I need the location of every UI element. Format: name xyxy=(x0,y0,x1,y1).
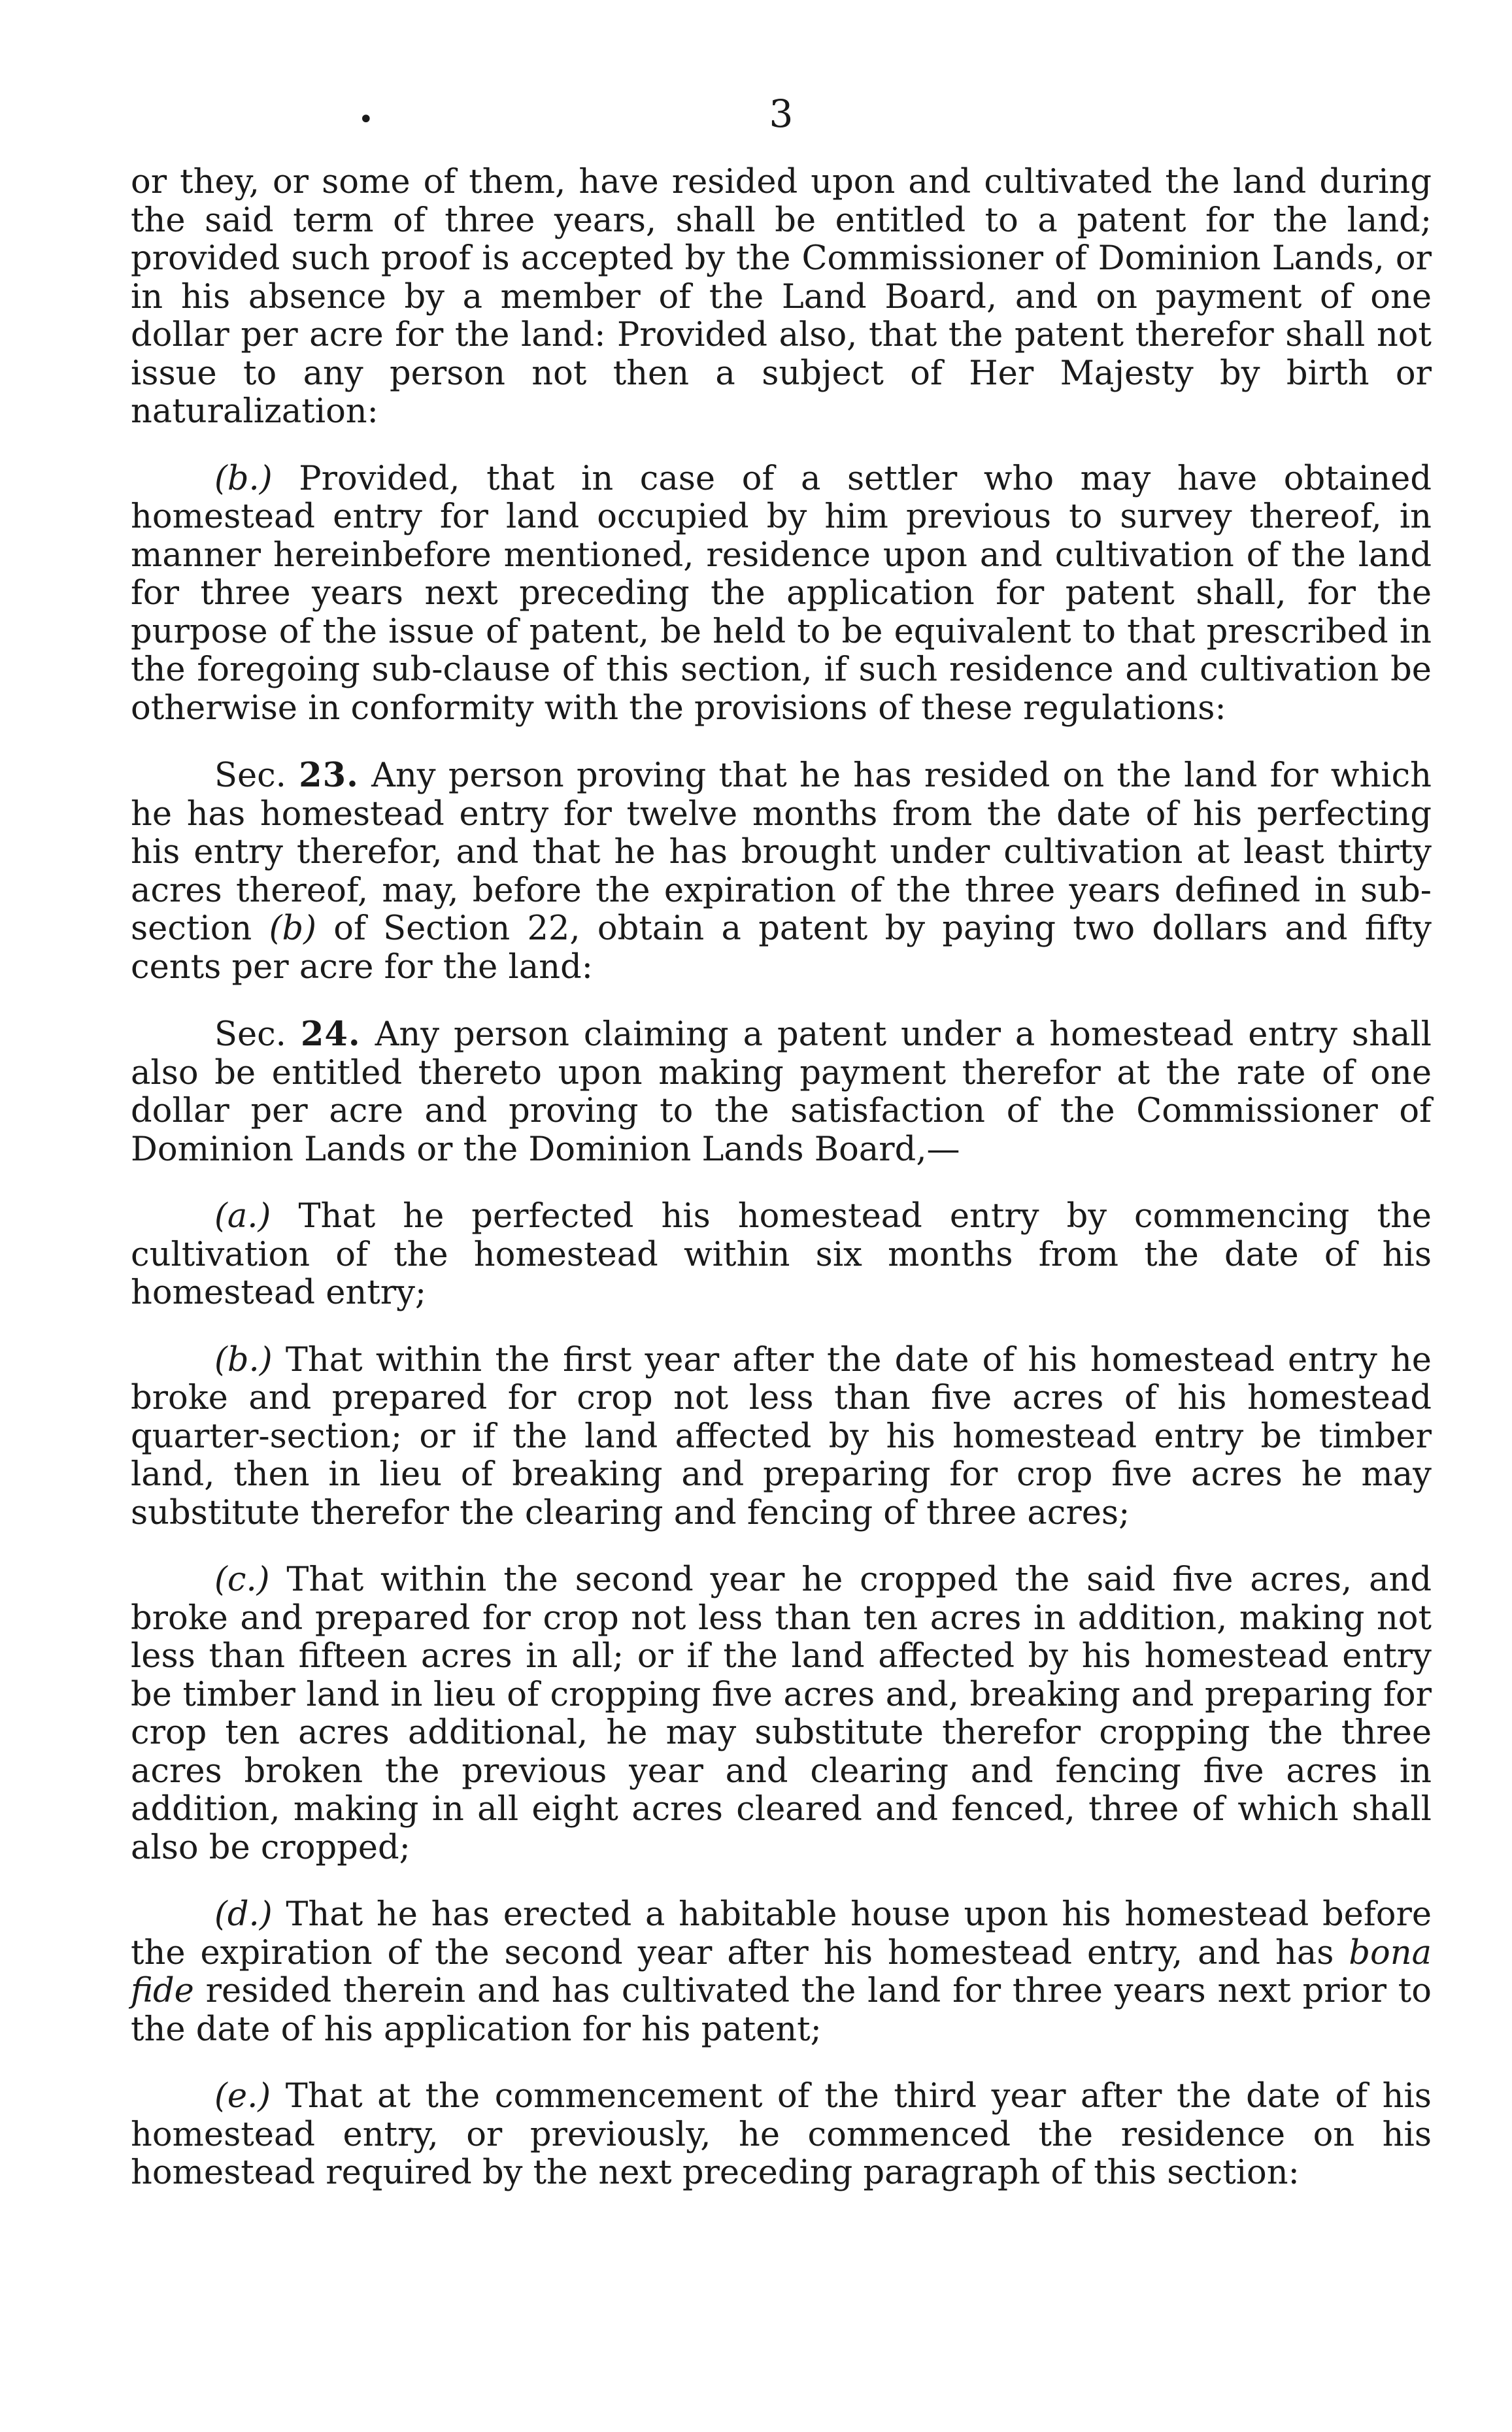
printer-mark: • xyxy=(358,105,374,135)
clause-e xyxy=(131,2078,1432,2193)
document-page xyxy=(131,92,1432,2221)
clause-label: (b.) xyxy=(214,1340,273,1379)
section-24 xyxy=(131,1015,1432,1169)
page-header xyxy=(131,92,1432,163)
section-prefix: Sec. xyxy=(214,756,286,795)
paragraph-text: That he perfected his homestead entry by commencing the cultivation of the homestead within six months from the date of his homestead entry; xyxy=(131,1197,1432,1312)
clause-label: (b.) xyxy=(214,459,273,498)
section-prefix: Sec. xyxy=(214,1015,286,1054)
clause-b xyxy=(131,1342,1432,1533)
section-number: 24. xyxy=(300,1015,361,1054)
paragraph-text: That within the second year he cropped the said five acres, and broke and prepared for crop not less than ten acres in addition, making not less than fifteen acres in all; or if the land affected by his homestead entry be timber land in lieu of cropping five acres and, breaking and preparing for crop ten acres additional, he may substitute therefor cropping the three acres broken the previous year and clearing and fencing five acres in addition, making in all eight acres cleared and fenced, three of which shall also be cropped; xyxy=(131,1561,1432,1867)
clause-label: (d.) xyxy=(214,1895,273,1934)
paragraph-text-continued: resided therein and has cultivated the land for three years next prior to the date of his application for his patent; xyxy=(131,1972,1432,2049)
emphasis-bona-fide: bona fide xyxy=(131,1933,1432,2010)
clause-label: (e.) xyxy=(214,2077,271,2116)
clause-d xyxy=(131,1896,1432,2049)
subsection-reference: (b) xyxy=(269,909,317,948)
section-number: 23. xyxy=(299,756,359,795)
section-23 xyxy=(131,756,1432,987)
paragraph-text-continued: of Section 22, obtain a patent by paying two dollars and fifty cents per acre for the land: xyxy=(131,909,1432,987)
paragraph-text: That he has erected a habitable house upon his homestead before the expiration of the second year after his homestead entry, and has xyxy=(131,1895,1432,1972)
paragraph-text: That within the first year after the date of his homestead entry he broke and prepared for crop not less than five acres of his homestead quarter-section; or if the land affected by his homestead entry be timber land, then in lieu of breaking and preparing for crop five acres he may substitute therefor the clearing and fencing of three acres; xyxy=(131,1340,1432,1532)
clause-label: (c.) xyxy=(214,1561,270,1599)
paragraph-text: That at the commencement of the third year after the date of his homestead entry, or previously, he commenced the residence on his homestead required by the next preceding paragraph of this section: xyxy=(131,2077,1432,2192)
paragraph-text: Any person proving that he has resided on the land for which he has homestead entry for twelve months from the date of his perfecting his entry therefor, and that he has brought under cultivation at least thirty acres thereof, may, before the expiration of the three years defined in sub-section xyxy=(131,756,1432,948)
page-number: 3 xyxy=(769,92,794,136)
clause-label: (a.) xyxy=(214,1197,271,1236)
paragraph-text: or they, or some of them, have resided upon and cultivated the land during the said term of three years, shall be entitled to a patent for the land; provided such proof is accepted by the Commissioner of Dominion Lands, or in his absence by a member of the Land Board, and on payment of one dollar per acre for the land: Provided also, that the patent therefor shall not issue to any person not then a subject of Her Majesty by birth or naturalization: xyxy=(131,163,1432,431)
clause-a xyxy=(131,1198,1432,1313)
paragraph-text: Any person claiming a patent under a homestead entry shall also be entitled thereto upon making payment therefor at the rate of one dollar per acre and proving to the satisfaction of the Commissioner of Dominion Lands or the Dominion Lands Board,— xyxy=(131,1015,1432,1169)
paragraph-continuation xyxy=(131,163,1432,431)
subclause-b-proviso xyxy=(131,460,1432,728)
paragraph-text: Provided, that in case of a settler who may have obtained homestead entry for land occupied by him previous to survey thereof, in manner hereinbefore mentioned, residence upon and cultivation of the land for three years next preceding the application for patent shall, for the purpose of the issue of patent, be held to be equivalent to that prescribed in the foregoing sub-clause of this section, if such residence and cultivation be otherwise in conformity with the provisions of these regulations: xyxy=(131,459,1432,728)
clause-c xyxy=(131,1561,1432,1867)
